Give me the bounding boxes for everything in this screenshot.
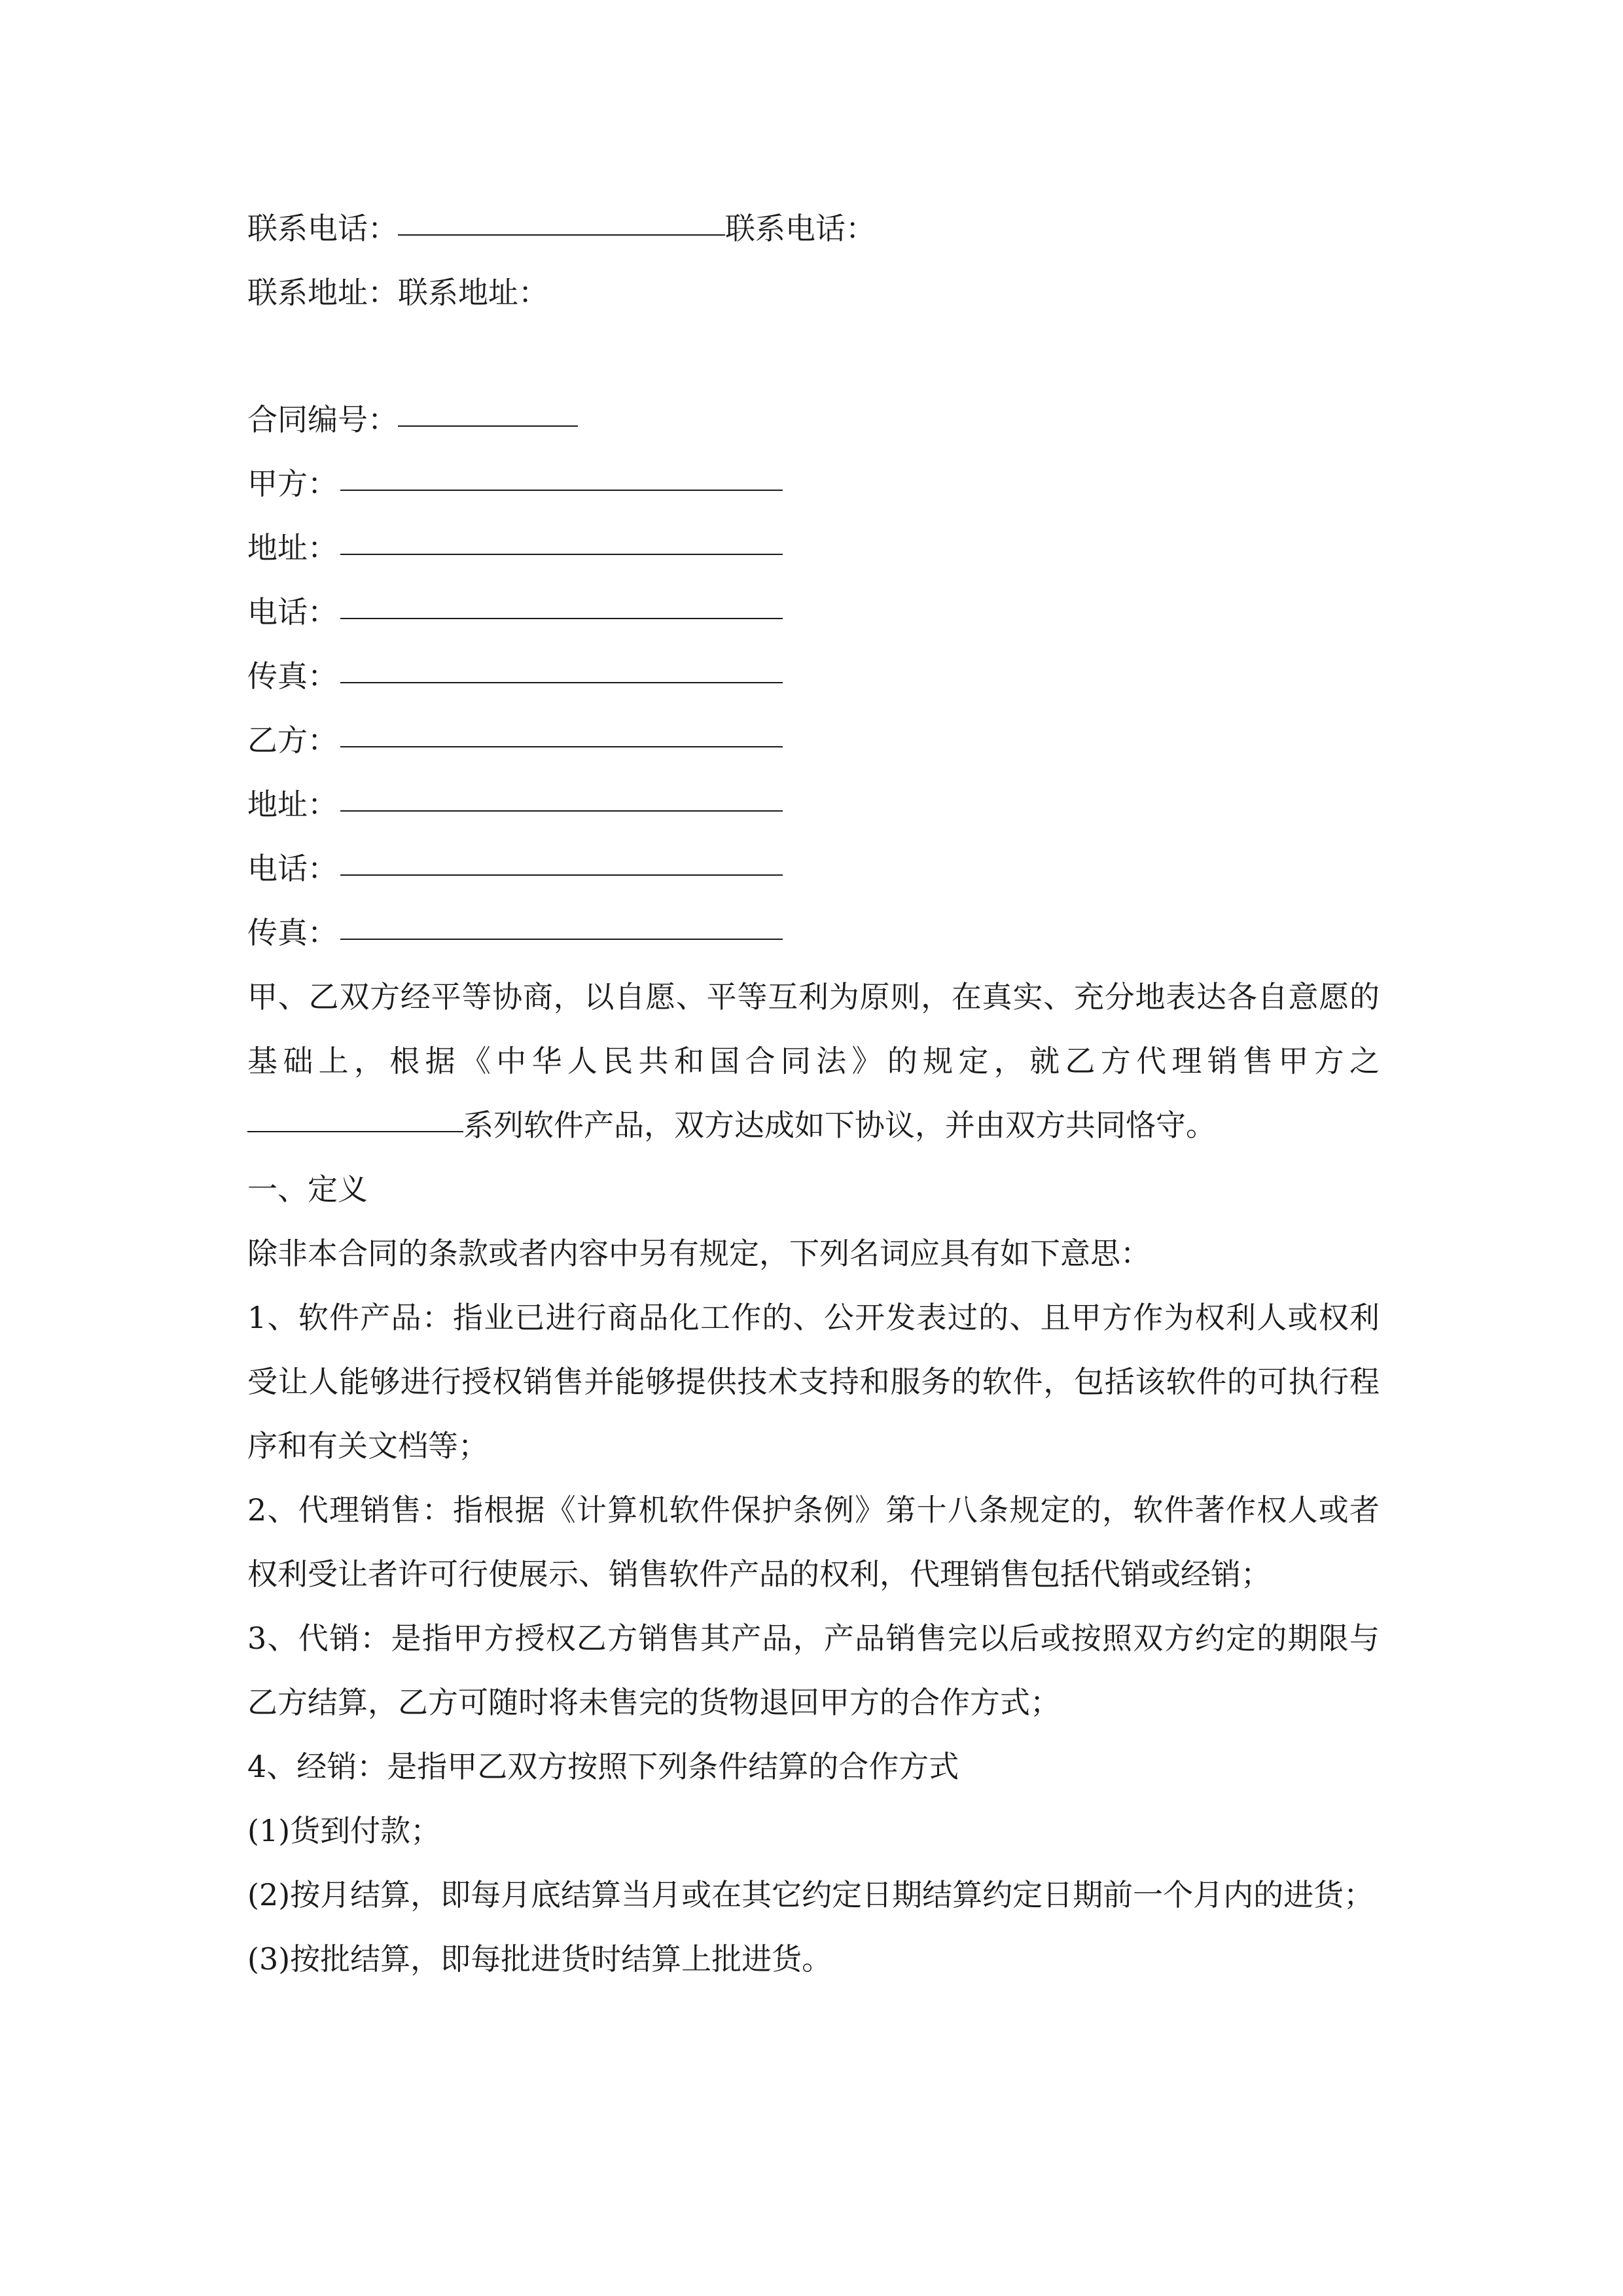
party-a-address-blank[interactable] bbox=[340, 516, 783, 555]
contact-address-row bbox=[247, 260, 1380, 325]
contact-phone-label-2: 联系电话： bbox=[725, 211, 876, 246]
contact-phone-row bbox=[247, 196, 1380, 260]
definition-item: 1、软件产品：指业已进行商品化工作的、公开发表过的、且甲方作为权利人或权利受让人能够进行授权销售并能够提供技术支持和服务的软件，包括该软件的可执行程序和有关文档等； bbox=[247, 1300, 1380, 1463]
party-b-row bbox=[247, 708, 1380, 772]
definition-item: 2、代理销售：指根据《计算机软件保护条例》第十八条规定的，软件著作权人或者权利受让者许可行使展示、销售软件产品的权利，代理销售包括代销或经销； bbox=[247, 1492, 1380, 1592]
product-series-blank[interactable] bbox=[247, 1093, 463, 1132]
intro-tail: 系列软件产品，双方达成如下协议，并由双方共同恪守。 bbox=[463, 1107, 1216, 1143]
settlement-item: (1)货到付款； bbox=[247, 1813, 441, 1848]
intro-paragraph bbox=[247, 965, 1380, 1157]
settlement-item: (2)按月结算，即每月底结算当月或在其它约定日期结算约定日期前一个月内的进货； bbox=[247, 1877, 1374, 1912]
party-b-phone-row bbox=[247, 836, 1380, 901]
party-a-phone-label: 电话： bbox=[247, 594, 338, 630]
party-b-fax-blank[interactable] bbox=[340, 901, 783, 940]
section-1-intro: 除非本合同的条款或者内容中另有规定，下列名词应具有如下意思： bbox=[247, 1236, 1150, 1271]
contract-number-label: 合同编号： bbox=[247, 402, 398, 437]
party-a-fax-row bbox=[247, 644, 1380, 708]
party-a-label: 甲方： bbox=[247, 466, 338, 501]
section-gap bbox=[247, 325, 1380, 387]
definition-item: 4、经销：是指甲乙双方按照下列条件结算的合作方式 bbox=[247, 1749, 959, 1784]
party-b-blank[interactable] bbox=[340, 708, 783, 747]
party-a-fax-blank[interactable] bbox=[340, 644, 783, 683]
party-a-fax-label: 传真： bbox=[247, 658, 338, 694]
contact-phone-blank[interactable] bbox=[398, 196, 725, 236]
contact-address-label: 联系地址：联系地址： bbox=[247, 275, 548, 310]
party-a-blank[interactable] bbox=[340, 452, 783, 491]
party-b-phone-blank[interactable] bbox=[340, 836, 783, 876]
party-b-label: 乙方： bbox=[247, 723, 338, 758]
contract-document bbox=[247, 196, 1380, 1991]
party-a-phone-row bbox=[247, 580, 1380, 644]
party-a-address-label: 地址： bbox=[247, 530, 338, 565]
contact-phone-label-1: 联系电话： bbox=[247, 211, 398, 246]
party-a-address-row bbox=[247, 516, 1380, 580]
intro-text: 甲、乙双方经平等协商，以自愿、平等互利为原则，在真实、充分地表达各自意愿的基础上，根据《中华人民共和国合同法》的规定，就乙方代理销售甲方之 bbox=[247, 979, 1380, 1079]
section-1-heading: 一、定义 bbox=[247, 1172, 368, 1207]
party-b-address-row bbox=[247, 772, 1380, 836]
settlement-item: (3)按批结算，即每批进货时结算上批进货。 bbox=[247, 1941, 832, 1977]
party-b-address-blank[interactable] bbox=[340, 772, 783, 812]
party-b-fax-row bbox=[247, 901, 1380, 965]
party-a-row bbox=[247, 452, 1380, 516]
party-b-phone-label: 电话： bbox=[247, 851, 338, 886]
definition-item: 3、代销：是指甲方授权乙方销售其产品，产品销售完以后或按照双方约定的期限与乙方结算，乙方可随时将未售完的货物退回甲方的合作方式； bbox=[247, 1621, 1380, 1720]
contract-number-blank[interactable] bbox=[398, 387, 578, 427]
party-b-address-label: 地址： bbox=[247, 787, 338, 822]
party-a-phone-blank[interactable] bbox=[340, 580, 783, 619]
contract-number-row bbox=[247, 387, 1380, 452]
party-b-fax-label: 传真： bbox=[247, 915, 338, 950]
